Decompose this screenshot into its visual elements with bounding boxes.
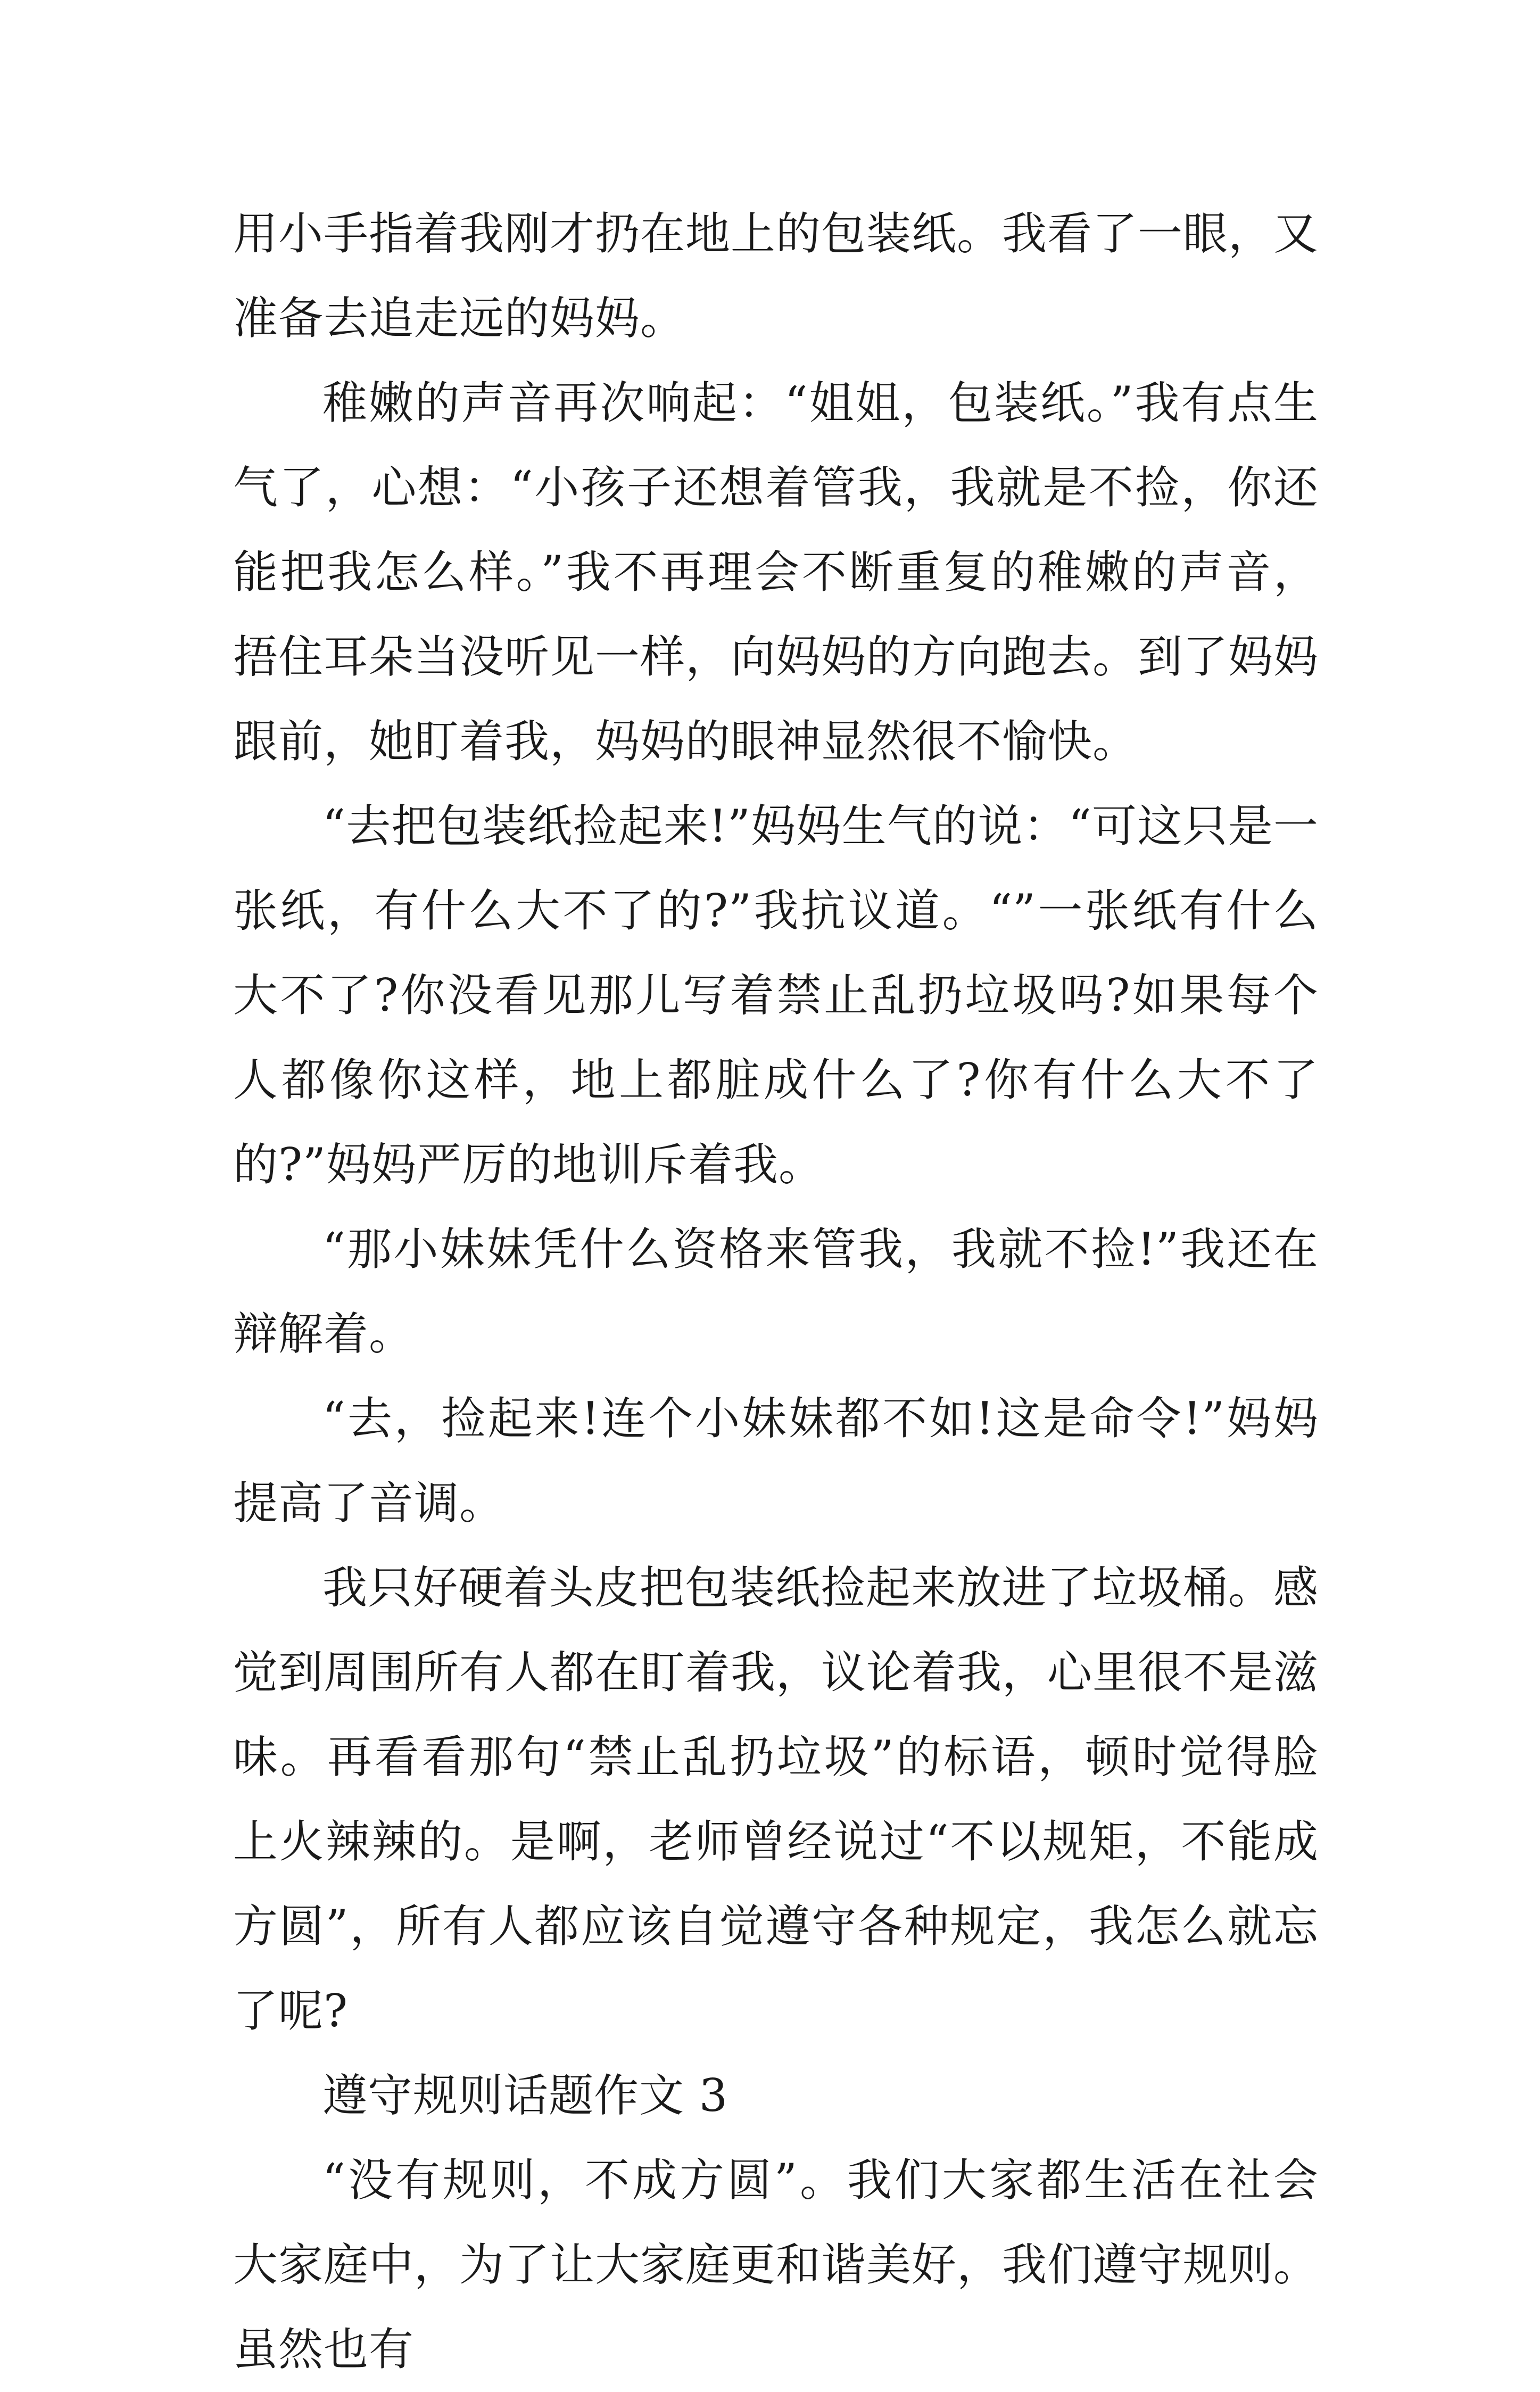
paragraph-5: “去，捡起来!连个小妹妹都不如!这是命令!”妈妈提高了音调。 <box>233 1392 1319 1529</box>
paragraph-1: 用小手指着我刚才扔在地上的包装纸。我看了一眼，又准备去追走远的妈妈。 <box>233 208 1319 344</box>
paragraph-4: “那小妹妹凭什么资格来管我，我就不捡!”我还在辩解着。 <box>233 1223 1319 1360</box>
paragraph-3: “去把包装纸捡起来!”妈妈生气的说：“可这只是一张纸，有什么大不了的?”我抗议道。“”一张纸有什么大不了?你没看见那儿写着禁止乱扔垃圾吗?如果每个人都像你这样，地上都脏成什么了?你有什么大不了的?”妈妈严厉的地训斥着我。 <box>233 800 1319 1191</box>
section-heading: 遵守规则话题作文 3 <box>322 2069 728 2122</box>
document-body <box>233 192 1319 2392</box>
paragraph-7: “没有规则，不成方圆”。我们大家都生活在社会大家庭中，为了让大家庭更和谐美好，我们遵守规则。虽然也有 <box>233 2154 1319 2375</box>
paragraph-2: 稚嫩的声音再次响起：“姐姐，包装纸。”我有点生气了，心想：“小孩子还想着管我，我就是不捡，你还能把我怎么样。”我不再理会不断重复的稚嫩的声音，捂住耳朵当没听见一样，向妈妈的方向跑去。到了妈妈跟前，她盯着我，妈妈的眼神显然很不愉快。 <box>233 377 1319 768</box>
paragraph-6: 我只好硬着头皮把包装纸捡起来放进了垃圾桶。感觉到周围所有人都在盯着我，议论着我，心里很不是滋味。再看看那句“禁止乱扔垃圾”的标语，顿时觉得脸上火辣辣的。是啊，老师曾经说过“不以规矩，不能成方圆”，所有人都应该自觉遵守各种规定，我怎么就忘了呢? <box>233 1562 1319 2037</box>
